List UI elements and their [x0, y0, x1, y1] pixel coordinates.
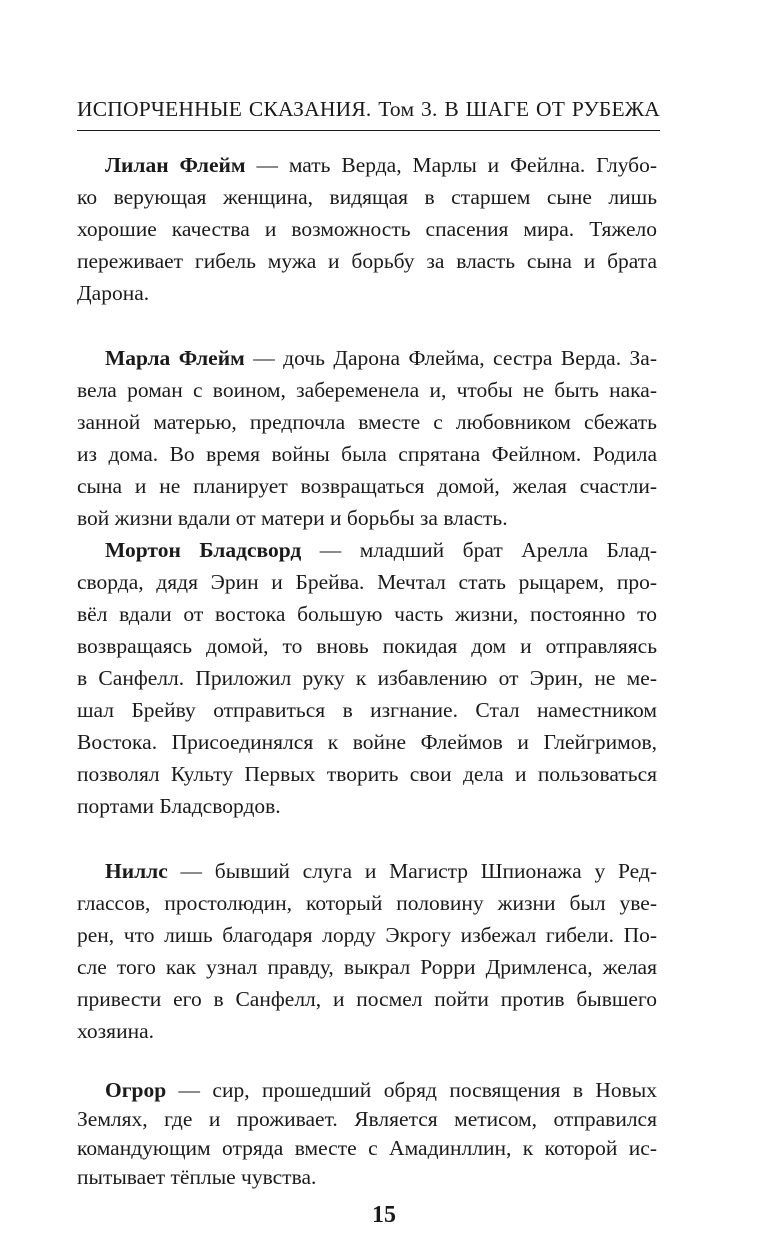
entry-text: — дочь Дарона Флейма, сестра Верда. За- — [244, 346, 657, 370]
entry-line: вой жизни вдали от матери и борьбы за власть. — [77, 506, 508, 530]
entry-line: занной матерью, предпочла вместе с любовником сбежать — [77, 410, 657, 434]
entry-line: рен, что лишь благодаря лорду Экрогу избежал гибели. По- — [77, 923, 657, 947]
entry-line: портами Бладсвордов. — [77, 794, 281, 818]
entry-line: позволял Культу Первых творить свои дела и пользоваться — [77, 762, 657, 786]
entry-line: ко верующая женщина, видящая в старшем сыне лишь — [77, 185, 657, 209]
entry-line: хозяина. — [77, 1019, 154, 1043]
entry-first-line — [105, 1075, 657, 1105]
entry-line: Дарона. — [77, 281, 150, 305]
entry-text: — бывший слуга и Магистр Шпионажа у Ред- — [167, 859, 657, 883]
entry-first-line — [105, 856, 657, 886]
character-name: Ниллс — [105, 859, 168, 883]
entry-line: сына и не планирует возвращаться домой, желая счастли- — [77, 474, 657, 498]
running-title: ИСПОРЧЕННЫЕ СКАЗАНИЯ. Том 3. В ШАГЕ ОТ РУБЕЖА — [77, 97, 660, 121]
running-header — [77, 96, 660, 131]
entry-line: шал Брейву отправиться в изгнание. Стал наместником — [77, 698, 657, 722]
entry-line: командующим отряда вместе с Амадинллин, к которой ис- — [77, 1136, 657, 1160]
entry-line: глассов, простолюдин, который половину жизни был уве- — [77, 891, 657, 915]
character-name: Марла Флейм — [105, 346, 245, 370]
entry-first-line — [105, 150, 657, 180]
entry-line: пытывает тёплые чувства. — [77, 1165, 317, 1189]
page-number: 15 — [372, 1202, 396, 1228]
entry-text: — сир, прошедший обряд посвящения в Новых — [166, 1078, 657, 1102]
entry-line: Землях, где и проживает. Является метисом, отправился — [77, 1107, 657, 1131]
entry-text: — мать Верда, Марлы и Фейлна. Глубо- — [245, 153, 657, 177]
entry-line: Востока. Присоединялся к войне Флеймов и Глейгримов, — [77, 730, 657, 754]
entry-first-line — [105, 535, 657, 565]
character-name: Мортон Бладсворд — [105, 538, 302, 562]
entry-line: привести его в Санфелл, и посмел пойти против бывшего — [77, 987, 657, 1011]
entry-line: сворда, дядя Эрин и Брейва. Мечтал стать рыцарем, про- — [77, 570, 657, 594]
entry-text: — младший брат Арелла Блад- — [301, 538, 657, 562]
entry-line: в Санфелл. Приложил руку к избавлению от Эрин, не ме- — [77, 666, 657, 690]
entry-line: хорошие качества и возможность спасения мира. Тяжело — [77, 217, 657, 241]
entry-line: возвращаясь домой, то вновь покидая дом и отправляясь — [77, 634, 657, 658]
entry-line: сле того как узнал правду, выкрал Рорри Дримленса, желая — [77, 955, 657, 979]
character-name: Лилан Флейм — [105, 153, 246, 177]
entry-line: вёл вдали от востока большую часть жизни, постоянно то — [77, 602, 657, 626]
character-name: Огрор — [105, 1078, 167, 1102]
entry-line: вела роман с воином, забеременела и, чтобы не быть нака- — [77, 378, 657, 402]
entry-line: из дома. Во время войны была спрятана Фейлном. Родила — [77, 442, 657, 466]
entry-first-line — [105, 343, 657, 373]
entry-line: переживает гибель мужа и борьбу за власть сына и брата — [77, 249, 657, 273]
